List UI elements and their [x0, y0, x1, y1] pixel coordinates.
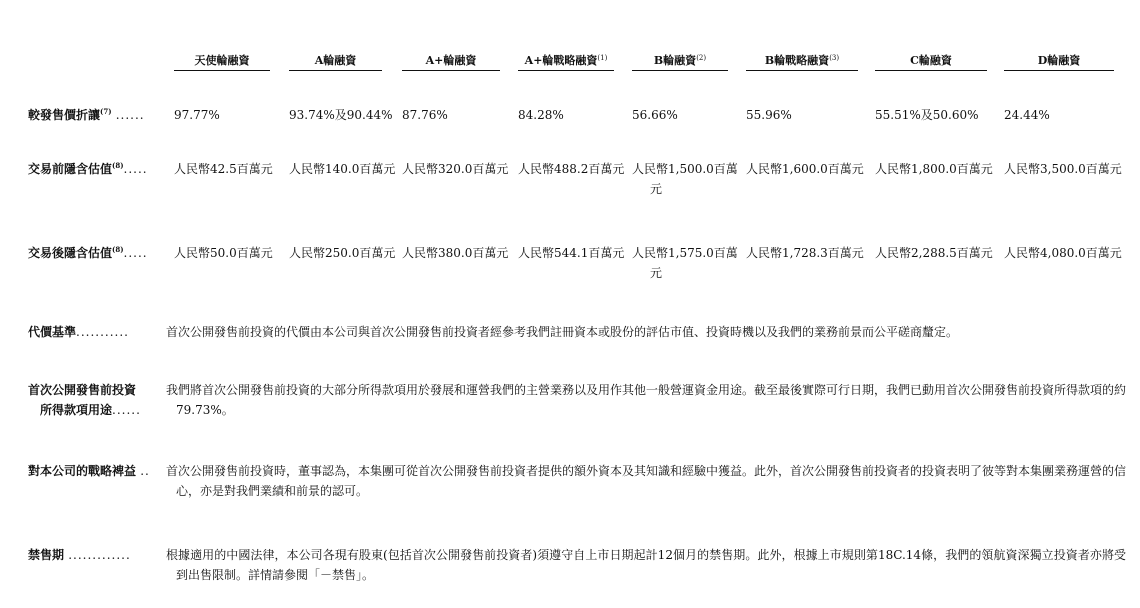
label-lock-up-period: 禁售期 .............: [28, 548, 131, 562]
table-cell-wrap: 元: [650, 266, 663, 280]
consideration-basis-text: 首次公開發售前投資的代價由本公司與首次公開發售前投資者經參考我們註冊資本或股份的評估市值、投資時機以及我們的業務前景而公平磋商釐定。: [166, 325, 959, 339]
table-cell: 人民幣1,600.0百萬元: [746, 162, 864, 176]
table-cell: 人民幣42.5百萬元: [174, 162, 273, 176]
header-underline: [875, 70, 987, 71]
column-header-series-b-strategic: B輪戰略融資$^{(3)}$: [764, 54, 840, 67]
label-consideration-basis: 代價基準...........: [28, 325, 129, 339]
column-header-series-d: D輪融資: [1037, 54, 1081, 67]
table-cell: 人民幣250.0百萬元: [289, 246, 396, 260]
table-cell: 55.51%及50.60%: [875, 108, 979, 122]
table-cell: 93.74%及90.44%: [289, 108, 393, 122]
table-cell: 84.28%: [518, 108, 564, 122]
header-underline: [1004, 70, 1114, 71]
header-underline: [632, 70, 728, 71]
table-cell: 人民幣4,080.0百萬元: [1004, 246, 1122, 260]
table-cell: 人民幣2,288.5百萬元: [875, 246, 993, 260]
table-cell: 55.96%: [746, 108, 792, 122]
table-cell: 24.44%: [1004, 108, 1050, 122]
column-header-series-b: B輪融資$^{(2)}$: [653, 54, 707, 67]
column-header-angel: 天使輪融資: [194, 54, 250, 67]
column-header-series-a: A輪融資: [314, 54, 357, 67]
use-of-proceeds-text: 我們將首次公開發售前投資的大部分所得款項用於發展和運營我們的主營業務以及用作其他一般營運資金用途。截至最後實際可行日期，我們已動用首次公開發售前投資所得款項的約79.73%。: [166, 383, 1127, 417]
column-header-series-a-plus-strategic: A+輪戰略融資$^{(1)}$: [524, 54, 608, 67]
table-cell: 87.76%: [402, 108, 448, 122]
header-underline: [518, 70, 614, 71]
table-cell: 人民幣50.0百萬元: [174, 246, 273, 260]
row-label-post-money-valuation: 交易後隱含估值$^{(8)}$.....: [28, 245, 148, 260]
table-cell: 人民幣1,575.0百萬: [632, 246, 738, 260]
table-cell: 人民幣544.1百萬元: [518, 246, 625, 260]
lock-up-period-text: 根據適用的中國法律，本公司各現有股東(包括首次公開發售前投資者)須遵守自上市日期起計12個月的禁售期。此外，根據上市規則第18C.14條，我們的領航資深獨立投資者亦將受到出售限制。詳情請參閱「－禁售」。: [166, 548, 1126, 582]
header-underline: [402, 70, 500, 71]
header-underline: [174, 70, 270, 71]
table-cell: 97.77%: [174, 108, 220, 122]
column-header-series-a-plus: A+輪融資: [425, 54, 477, 67]
table-cell: 人民幣1,728.3百萬元: [746, 246, 864, 260]
table-cell: 人民幣140.0百萬元: [289, 162, 396, 176]
row-label-discount: 較發售價折讓$^{(7)}$ ......: [28, 107, 145, 122]
table-cell: 人民幣1,500.0百萬: [632, 162, 738, 176]
column-header-series-c: C輪融資: [910, 54, 952, 67]
label-strategic-benefits: 對本公司的戰略裨益 ..: [28, 464, 150, 478]
table-cell: 56.66%: [632, 108, 678, 122]
table-cell: 人民幣380.0百萬元: [402, 246, 509, 260]
row-label-pre-money-valuation: 交易前隱含估值$^{(8)}$.....: [28, 161, 148, 176]
table-cell: 人民幣1,800.0百萬元: [875, 162, 993, 176]
label-use-of-proceeds: 首次公開發售前投資 所得款項用途......: [28, 383, 141, 417]
table-cell: 人民幣3,500.0百萬元: [1004, 162, 1122, 176]
table-cell: 人民幣488.2百萬元: [518, 162, 625, 176]
header-underline: [746, 70, 858, 71]
header-underline: [289, 70, 382, 71]
table-cell: 人民幣320.0百萬元: [402, 162, 509, 176]
strategic-benefits-text: 首次公開發售前投資時，董事認為，本集團可從首次公開發售前投資者提供的額外資本及其知識和經驗中獲益。此外，首次公開發售前投資者的投資表明了彼等對本集團業務運營的信心，亦是對我們業績和前景的認可。: [166, 464, 1127, 498]
table-cell-wrap: 元: [650, 182, 663, 196]
